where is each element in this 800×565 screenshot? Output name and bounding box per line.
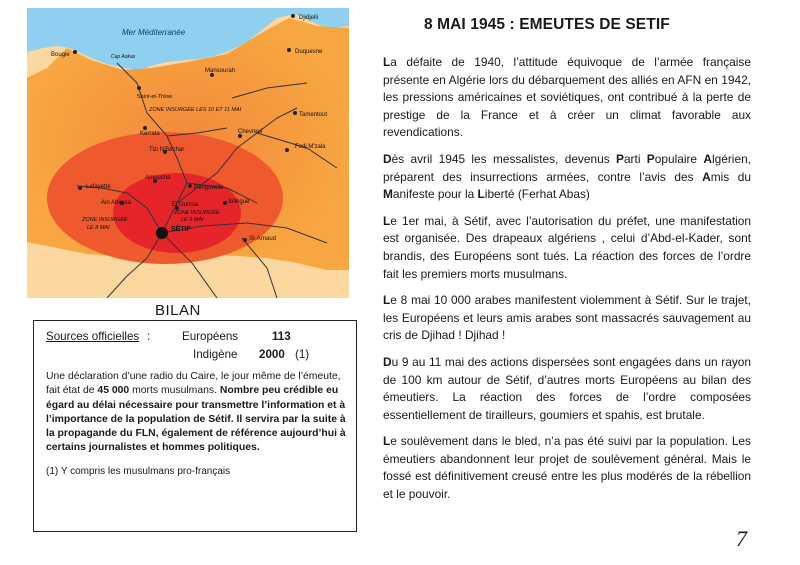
p4-initial: L (383, 293, 391, 308)
paragraph-6 (383, 433, 751, 503)
p2-text-g: iberté (Ferhat Abas) (484, 187, 590, 202)
p2-text-d: lgérien, préparent des insurrections armées, contre l’avis des (383, 151, 751, 184)
city-djidjelli: Djidjelli (299, 15, 319, 21)
sources-label: Sources officielles (46, 330, 140, 343)
city-sillegue: Sillègue (228, 199, 250, 205)
city-amoucha: Amoucha (145, 175, 171, 181)
p2-text-e: mis du (710, 169, 751, 184)
p2-P2: P (646, 151, 655, 166)
city-fedj-mzala: Fedj M'zala (295, 144, 326, 150)
paragraph-3 (383, 213, 751, 283)
zone-label-8-line1: ZONE INSURGÉE (82, 217, 128, 223)
city-el-ouricia: El Ouricia (172, 202, 199, 208)
indigene-note: (1) (295, 348, 310, 361)
zone-label-9-line2: LE 9 MAI (181, 217, 204, 223)
city-st-arnaud: St-Arnaud (249, 236, 277, 242)
p1-text: a défaite de 1940, l’attitude équivoque de l’armée française présente en Algérie lors du débarquement des alliés en AFN en 1942, les pressions américaines et soviétiques, ont contribué à la perte de prestige de la France et à créer un climat favorable aux revendications. (383, 55, 751, 140)
indigene-value: 2000 (259, 348, 285, 361)
map-graphic (27, 8, 349, 298)
page-number: 7 (736, 526, 747, 551)
p2-M: M (383, 187, 393, 202)
p3-initial: L (383, 213, 391, 228)
city-mansourah: Mansourah (205, 68, 236, 74)
bilan-box (33, 320, 357, 532)
paragraph-2 (383, 151, 751, 204)
p2-A2: A (702, 169, 711, 184)
zone-label-10-11: ZONE INSURGÉE LES 10 ET 11 MAI (149, 107, 242, 113)
indigene-label: Indigène (193, 348, 238, 361)
city-setif: SÉTIF (171, 226, 191, 233)
europeens-label: Européens (182, 330, 239, 343)
p2-A: A (703, 151, 712, 166)
city-cap-aokas: Cap Aokas (111, 54, 136, 60)
p2-text-b: arti (623, 151, 647, 166)
zone-label-8-line2: LE 8 MAI (87, 225, 110, 231)
bilan-row-europeens (46, 330, 348, 348)
p1-initial: L (383, 55, 391, 69)
city-perigotville: Périgotville (194, 185, 224, 191)
bilan-heading: BILAN (155, 302, 201, 319)
p2-initial: D (383, 151, 392, 166)
p2-text-f: anifeste pour la (392, 187, 478, 202)
article-title: 8 MAI 1945 : EMEUTES DE SETIF (424, 16, 670, 33)
zone-label-9-line1: ZONE INSURGÉE (174, 210, 220, 216)
p6-text: e soulèvement dans le bled, n’a pas été suivi par la population. Les émeutiers abandonnent leur projet de soulèvement général. Mais le fossé est définitivement creusé entre les plus modérés de la rébellion et le pouvoir. (383, 434, 751, 502)
decl-bold-number: 45 000 (97, 385, 130, 397)
p2-text-a: ès avril 1945 les messalistes, devenus (391, 151, 616, 166)
bilan-footnote: (1) Y compris les musulmans pro-français (46, 465, 231, 477)
city-tizi-bechar: Tizi N'Béchar (149, 147, 185, 153)
decl-bold-comment: Nombre peu crédible eu égard au délai nécessaire pour transmettre l’information et à l’importance de la population de Sétif. Il servira par la suite à la propagande du FLN, également de référence aujourd’hui à certains journalistes et hommes politiques. (46, 385, 346, 454)
bilan-row-indigene (46, 348, 348, 370)
city-ain-abessa: Ain Abessa (101, 200, 132, 206)
paragraph-5 (383, 354, 751, 424)
sources-colon: : (147, 330, 151, 343)
paragraph-4 (383, 292, 751, 345)
europeens-value: 113 (272, 330, 291, 343)
city-saint-thiise: Saint-et-Thiise (137, 94, 173, 100)
city-bougie: Bougie (51, 52, 70, 58)
city-lafayette: Lafayette (86, 184, 111, 190)
paragraph-1 (383, 54, 751, 142)
decl-text-1: Une déclaration d’une radio du Caire, le jour même de l’émeute, fait état de (46, 371, 341, 397)
bilan-declaration (46, 370, 348, 456)
p2-L: L (477, 187, 485, 202)
city-duquesne: Duquesne (295, 49, 323, 55)
p4-text: e 8 mai 10 000 arabes manifestent violemment à Sétif. Sur le trajet, les Européens et leurs amis arabes sont massacrés sauvagement au cris de Djihad ! Djihad ! (383, 293, 751, 343)
setif-marker (156, 227, 168, 239)
city-tamentout: Tamentout (299, 112, 328, 118)
sea-label: Mer Méditerranée (122, 28, 186, 37)
p5-initial: D (383, 354, 392, 369)
city-kerrata: Kerrata (140, 131, 160, 137)
p2-P: P (616, 151, 624, 166)
decl-text-2: morts musulmans. (129, 385, 220, 397)
p2-text-c: opulaire (654, 151, 704, 166)
p6-initial: L (383, 434, 391, 449)
p3-text: e 1er mai, à Sétif, avec l’autorisation du préfet, une manifestation est organisée. Des drapeaux algériens , celui d’Abd-el-Kader, sont brandis, des Européens sont tués. La réaction des forces de l’ordre fait les premiers morts musulmans. (383, 213, 751, 281)
setif-map (27, 8, 349, 298)
city-chevreul: Chevreul (238, 129, 263, 135)
article-body (383, 54, 751, 513)
p5-text: u 9 au 11 mai des actions dispersées sont engagées dans un rayon de 100 km autour de Sétif, d’autres morts Européens au bilan des émeutiers. La réaction des forces de l’ordre composées essentiellement de tirailleurs, goumiers et spahis, est brutale. (383, 354, 751, 422)
